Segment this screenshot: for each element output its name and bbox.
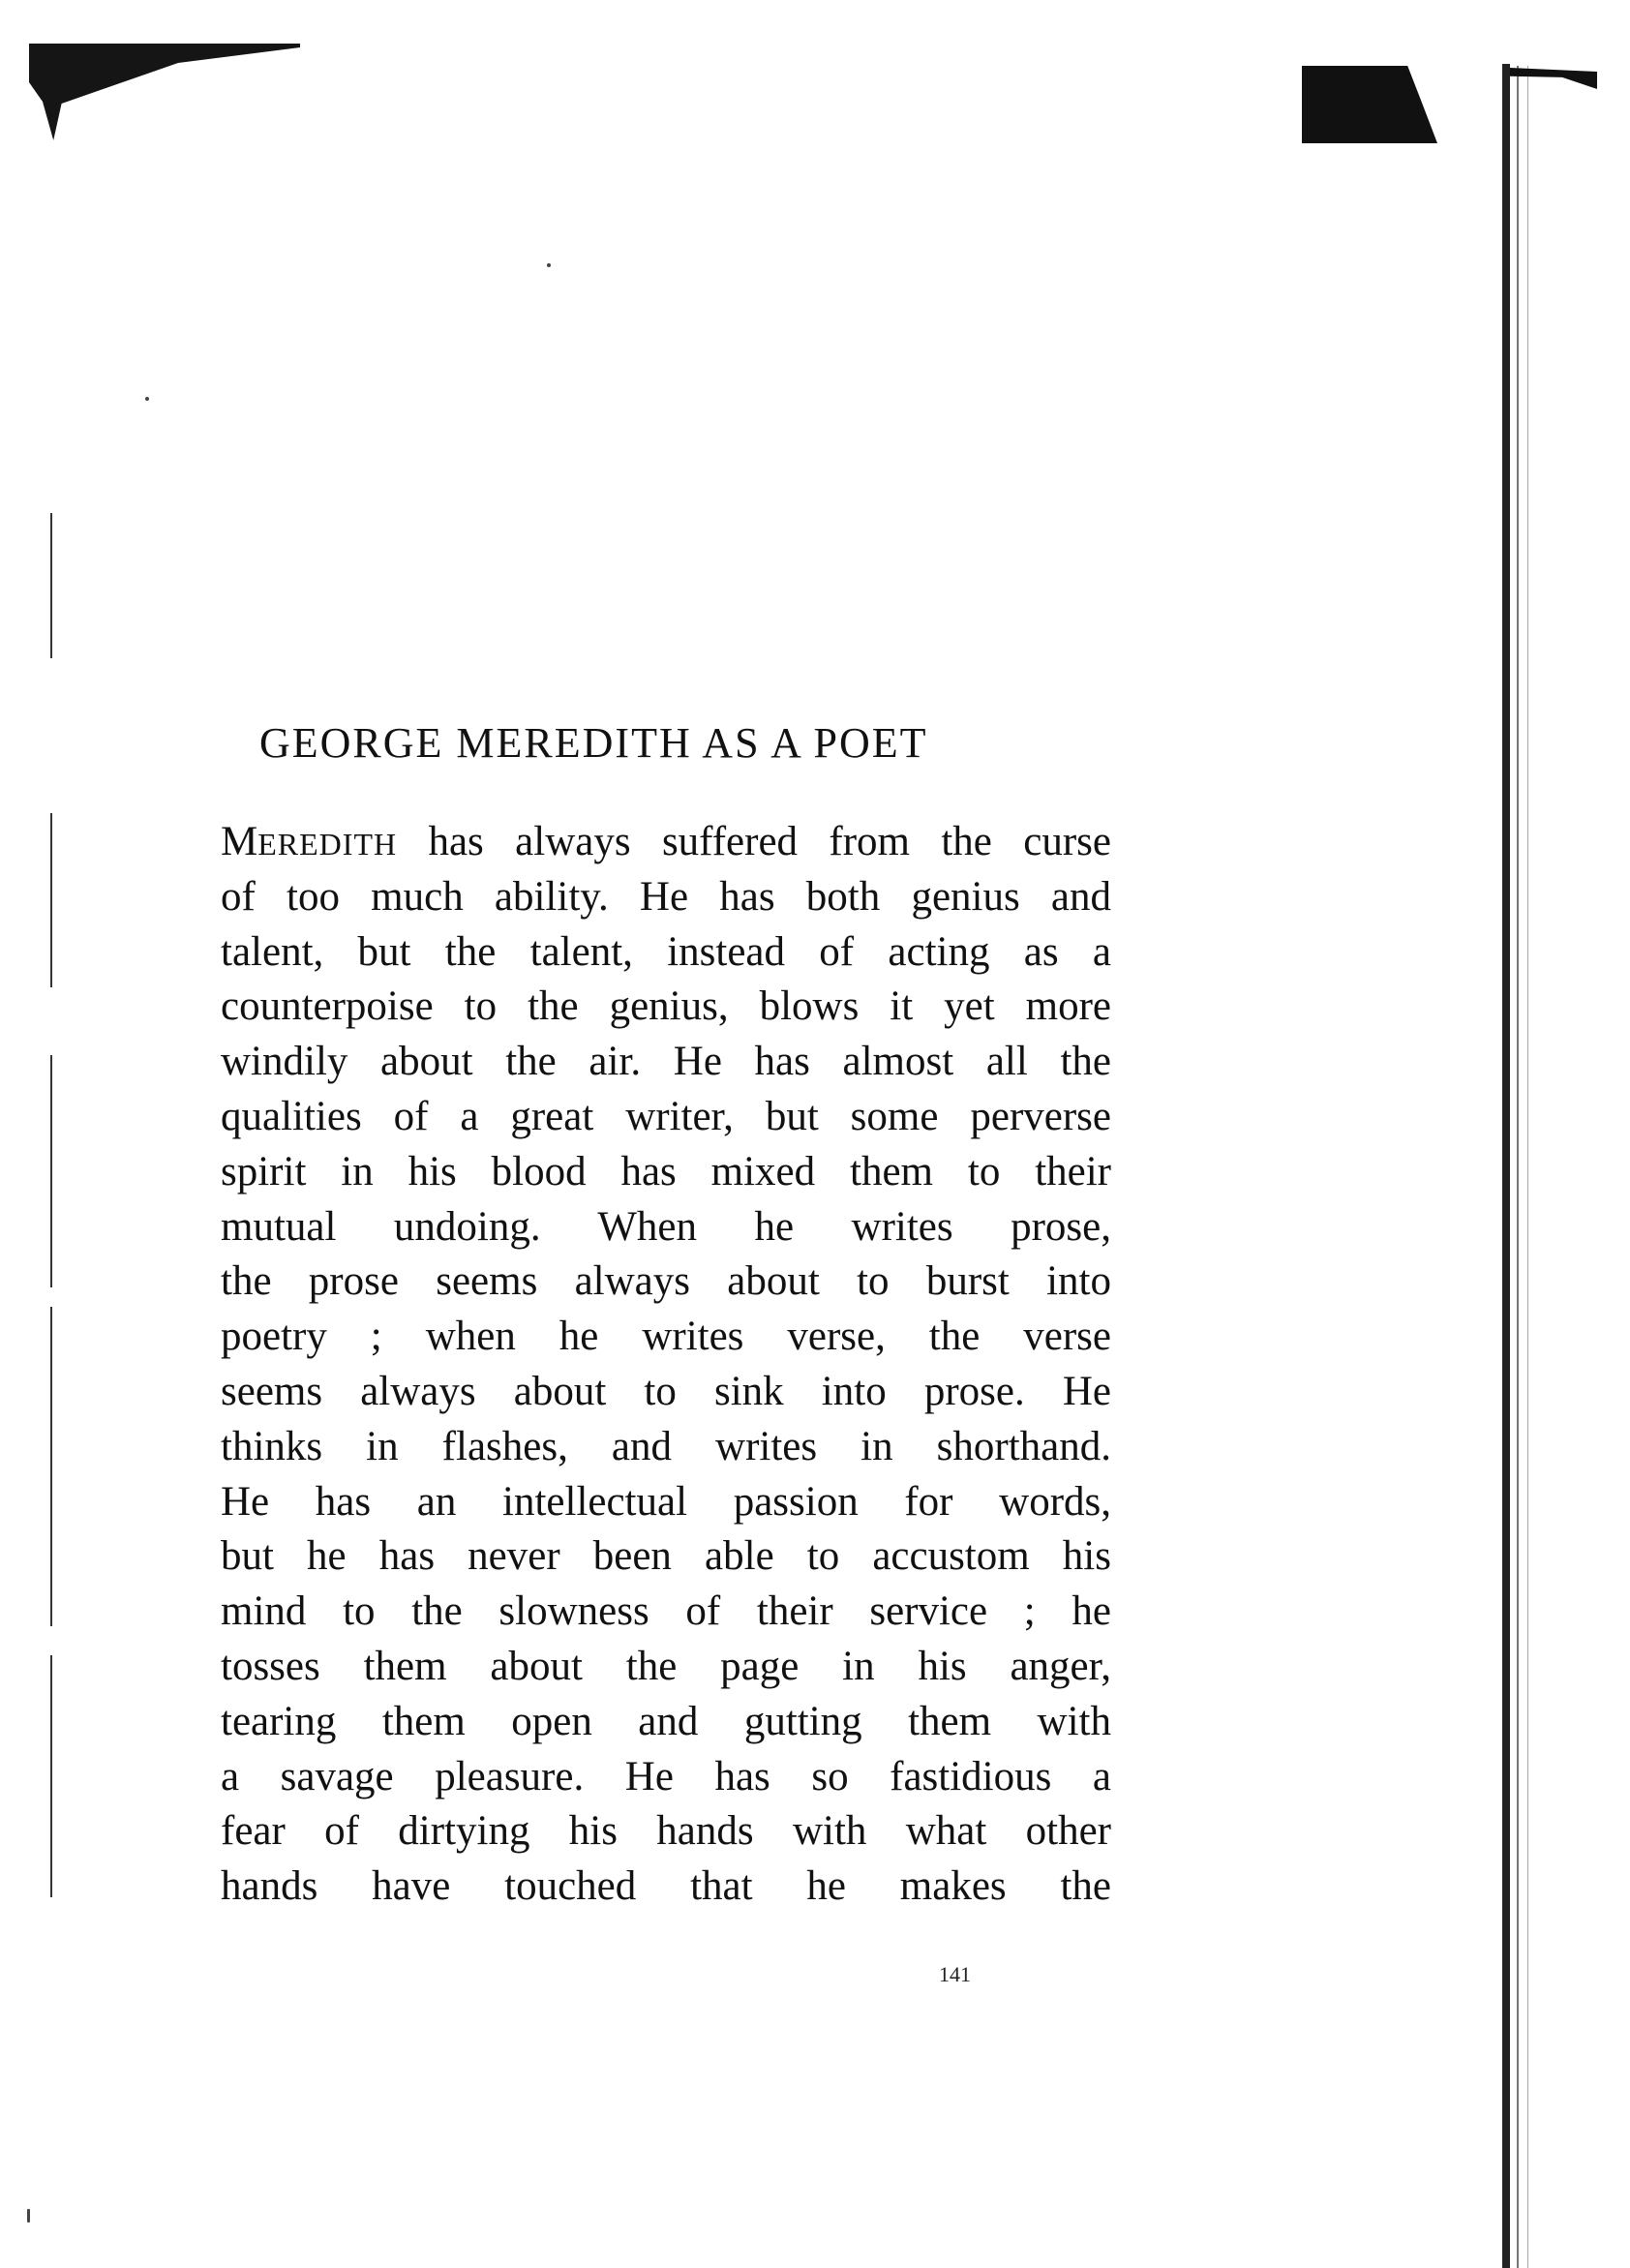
scan-right-edge-tab <box>1510 68 1597 89</box>
scan-speck <box>145 397 149 401</box>
text-line: talent, but the talent, instead of acting as a <box>221 928 1111 975</box>
scan-right-edge-line <box>1527 66 1528 2268</box>
scan-speck <box>547 263 551 267</box>
scan-margin-mark <box>50 813 52 987</box>
text-line: thinks in flashes, and writes in shorthand. <box>221 1423 1111 1469</box>
scan-margin-mark <box>50 1307 52 1626</box>
text-line: of too much ability. He has both genius and <box>221 873 1111 920</box>
text-line: the prose seems always about to burst into <box>221 1258 1111 1305</box>
scan-speck <box>27 2209 30 2223</box>
scan-top-right-blot <box>1302 66 1437 143</box>
scan-margin-mark <box>50 1055 52 1287</box>
text-line: qualities of a great writer, but some perverse <box>221 1093 1111 1139</box>
lead-word-smallcaps: EREDITH <box>257 827 398 862</box>
text-line: mind to the slowness of their service ; he <box>221 1588 1111 1635</box>
scan-corner-shadow <box>29 44 300 140</box>
page-number: 141 <box>939 1962 971 1986</box>
scan-margin-mark <box>50 513 52 658</box>
text-line: tearing them open and gutting them with <box>221 1698 1111 1744</box>
text-line-content: has always suffered from the curse <box>428 819 1111 864</box>
text-line: a savage pleasure. He has so fastidious a <box>221 1753 1111 1799</box>
text-line: but he has never been able to accustom his <box>221 1533 1111 1580</box>
text-line: fear of dirtying his hands with what other <box>221 1808 1111 1855</box>
body-text <box>221 815 1111 1915</box>
scan-right-edge-line <box>1517 66 1519 2268</box>
text-line: He has an intellectual passion for words, <box>221 1478 1111 1525</box>
text-line: tosses them about the page in his anger, <box>221 1643 1111 1689</box>
text-line: windily about the air. He has almost all the <box>221 1039 1111 1085</box>
text-line: spirit in his blood has mixed them to their <box>221 1148 1111 1194</box>
text-line: seems always about to sink into prose. He <box>221 1368 1111 1414</box>
scan-right-edge <box>1502 64 1510 2268</box>
scan-margin-mark <box>50 1655 52 1897</box>
text-line <box>221 815 1111 870</box>
text-line: hands have touched that he makes the <box>221 1863 1111 1910</box>
text-line: counterpoise to the genius, blows it yet more <box>221 983 1111 1030</box>
lead-word-initial: M <box>221 819 258 864</box>
text-line: poetry ; when he writes verse, the verse <box>221 1314 1111 1360</box>
text-line: mutual undoing. When he writes prose, <box>221 1203 1111 1250</box>
chapter-title: GEORGE MEREDITH AS A POET <box>259 719 928 767</box>
